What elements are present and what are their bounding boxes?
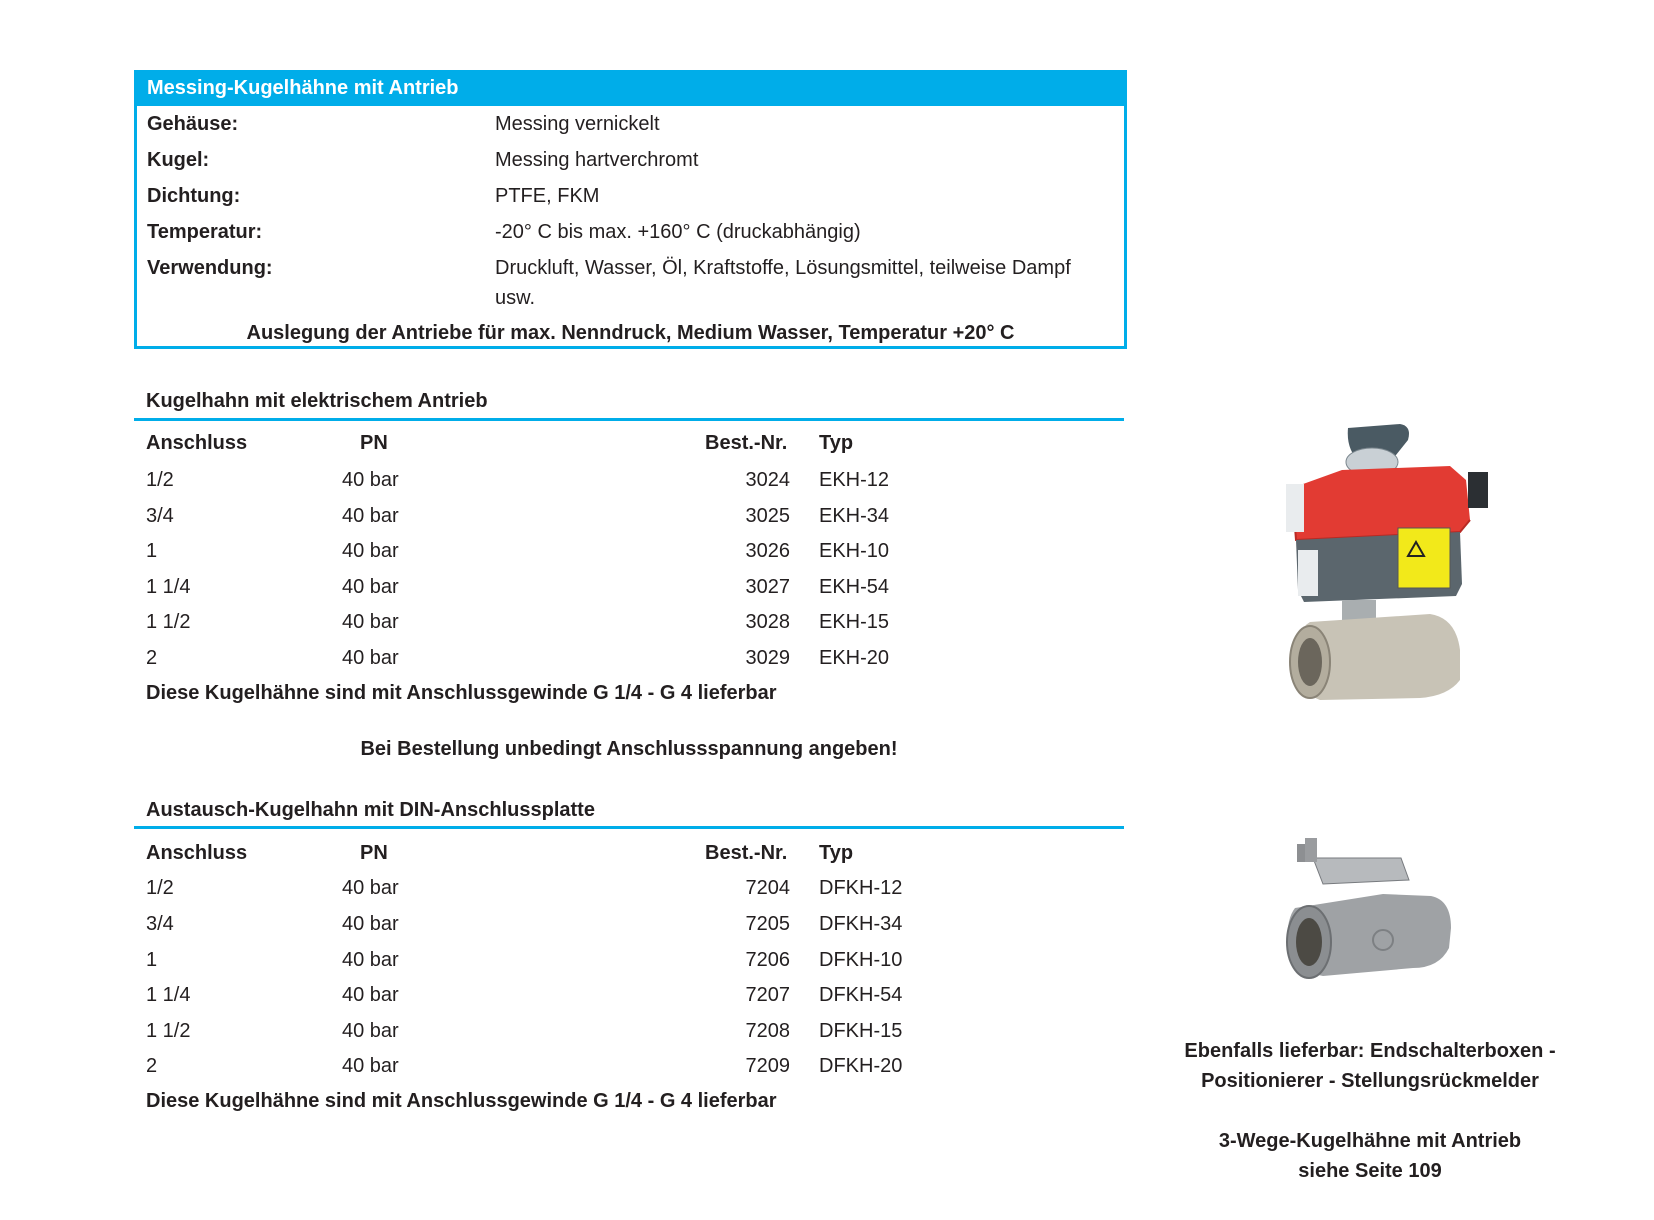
thread-note: Diese Kugelhähne sind mit Anschlussgewinde G 1/4 - G 4 lieferbar [146, 682, 777, 704]
table-row [0, 977, 1130, 1013]
spec-label: Dichtung: [147, 185, 241, 207]
table-header [0, 835, 1130, 871]
cell-typ: EKH-12 [819, 469, 890, 491]
thread-note: Diese Kugelhähne sind mit Anschlussgewinde G 1/4 - G 4 lieferbar [146, 1090, 777, 1112]
spec-value: Messing hartverchromt [495, 149, 699, 171]
col-typ: Typ [819, 842, 854, 864]
rating-label [1298, 550, 1318, 596]
cell-pn: 40 bar [342, 505, 399, 527]
cell-typ: EKH-10 [819, 540, 890, 562]
table-row [0, 462, 1130, 498]
cell-anschluss: 3/4 [146, 505, 174, 527]
cell-pn: 40 bar [342, 647, 399, 669]
warning-label [1398, 528, 1450, 588]
three-way-line2: siehe Seite 109 [1298, 1160, 1442, 1182]
cell-pn: 40 bar [342, 611, 399, 633]
connector [1468, 472, 1488, 508]
cell-typ: EKH-54 [819, 576, 890, 598]
mounting-plate [1313, 858, 1409, 884]
col-anschluss: Anschluss [146, 842, 248, 864]
cell-anschluss: 1 1/2 [146, 1020, 191, 1042]
cell-pn: 40 bar [342, 984, 399, 1006]
col-best-nr: Best.-Nr. [705, 432, 788, 454]
cell-pn: 40 bar [342, 576, 399, 598]
also-available-line1: Ebenfalls lieferbar: Endschalterboxen - [1184, 1040, 1556, 1062]
cell-pn: 40 bar [342, 540, 399, 562]
order-warning: Bei Bestellung unbedingt Anschlussspannung angeben! [360, 738, 898, 760]
cell-typ: DFKH-54 [819, 984, 903, 1006]
cell-typ: DFKH-34 [819, 913, 903, 935]
cell-best-nr: 3026 [745, 540, 790, 562]
col-typ: Typ [819, 432, 854, 454]
spec-row [147, 214, 1107, 250]
section-title: Austausch-Kugelhahn mit DIN-Anschlussplatte [146, 799, 595, 821]
spec-note: Auslegung der Antriebe für max. Nenndruck, Medium Wasser, Temperatur +20° C [246, 322, 1015, 344]
section-title: Kugelhahn mit elektrischem Antrieb [146, 390, 488, 412]
din-plate-valve-image [1283, 838, 1463, 988]
spec-row [147, 250, 1107, 316]
cell-typ: DFKH-10 [819, 949, 903, 971]
table-row [0, 569, 1130, 605]
cell-anschluss: 1/2 [146, 469, 174, 491]
table-row [0, 604, 1130, 640]
cell-pn: 40 bar [342, 469, 399, 491]
col-pn: PN [360, 842, 388, 864]
section-divider [134, 826, 1124, 829]
cell-best-nr: 3024 [745, 469, 790, 491]
cell-pn: 40 bar [342, 913, 399, 935]
spec-value: PTFE, FKM [495, 185, 600, 207]
three-way-line1: 3-Wege-Kugelhähne mit Antrieb [1218, 1130, 1522, 1152]
cell-best-nr: 7207 [745, 984, 790, 1006]
spec-label: Kugel: [147, 149, 210, 171]
cell-anschluss: 1/2 [146, 877, 174, 899]
spec-label: Verwendung: [147, 257, 273, 279]
table-row [0, 1048, 1130, 1084]
cell-anschluss: 1 [146, 540, 158, 562]
cell-anschluss: 3/4 [146, 913, 174, 935]
spec-row [147, 142, 1107, 178]
cell-best-nr: 3029 [745, 647, 790, 669]
cell-anschluss: 1 1/4 [146, 576, 191, 598]
electric-actuated-valve-image [1280, 400, 1490, 710]
spec-row [147, 178, 1107, 214]
cell-best-nr: 3025 [745, 505, 790, 527]
cell-anschluss: 1 [146, 949, 158, 971]
cell-pn: 40 bar [342, 1020, 399, 1042]
spec-label: Gehäuse: [147, 113, 239, 135]
cell-best-nr: 7204 [745, 877, 790, 899]
cell-best-nr: 7208 [745, 1020, 790, 1042]
cell-anschluss: 2 [146, 1055, 158, 1077]
cell-best-nr: 3028 [745, 611, 790, 633]
table-row [0, 906, 1130, 942]
cell-anschluss: 2 [146, 647, 158, 669]
spec-row [147, 106, 1107, 142]
cell-anschluss: 1 1/4 [146, 984, 191, 1006]
cell-typ: DFKH-15 [819, 1020, 903, 1042]
cell-best-nr: 7205 [745, 913, 790, 935]
cell-best-nr: 7206 [745, 949, 790, 971]
table-row [0, 1013, 1130, 1049]
cell-pn: 40 bar [342, 1055, 399, 1077]
table-row [0, 533, 1130, 569]
cell-pn: 40 bar [342, 949, 399, 971]
spec-label: Temperatur: [147, 221, 263, 243]
cell-best-nr: 7209 [745, 1055, 790, 1077]
also-available-line2: Positionierer - Stellungsrückmelder [1201, 1070, 1539, 1092]
spec-box-header [134, 70, 1127, 106]
table-row [0, 640, 1130, 676]
cell-typ: EKH-20 [819, 647, 890, 669]
table-row [0, 498, 1130, 534]
spec-value: Messing vernickelt [495, 113, 660, 135]
cell-best-nr: 3027 [745, 576, 790, 598]
cell-anschluss: 1 1/2 [146, 611, 191, 633]
rating-label [1286, 484, 1304, 532]
table-row [0, 942, 1130, 978]
col-pn: PN [360, 432, 388, 454]
spec-value: Druckluft, Wasser, Öl, Kraftstoffe, Lösungsmittel, teilweise Dampf usw. [495, 257, 1071, 309]
section-divider [134, 418, 1124, 421]
spec-value: -20° C bis max. +160° C (druckabhängig) [495, 221, 861, 243]
cell-typ: EKH-15 [819, 611, 890, 633]
cell-typ: DFKH-12 [819, 877, 903, 899]
cell-typ: DFKH-20 [819, 1055, 903, 1077]
col-best-nr: Best.-Nr. [705, 842, 788, 864]
spec-box-title: Messing-Kugelhähne mit Antrieb [147, 77, 459, 99]
table-row [0, 870, 1130, 906]
cell-pn: 40 bar [342, 877, 399, 899]
col-anschluss: Anschluss [146, 432, 248, 454]
cell-typ: EKH-34 [819, 505, 890, 527]
table-header [0, 425, 1130, 461]
